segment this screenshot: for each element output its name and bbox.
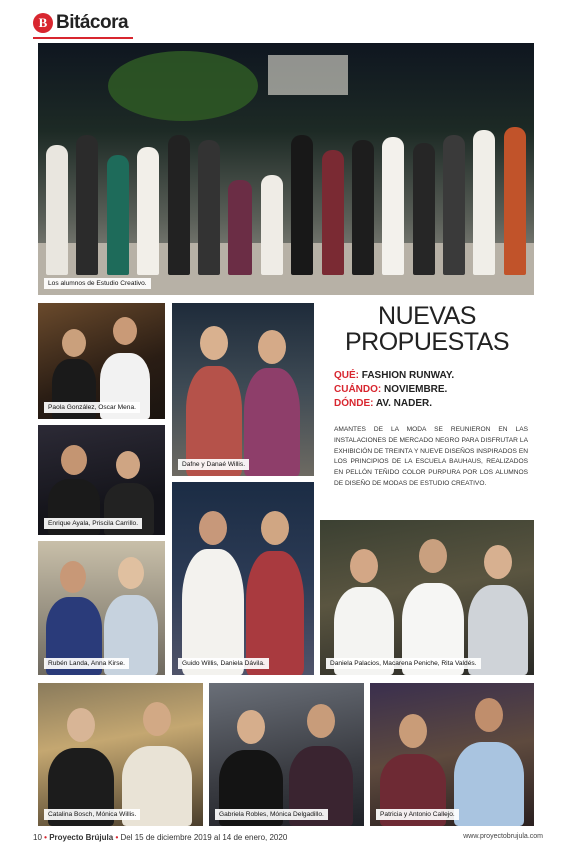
event-photo xyxy=(38,425,165,535)
event-photo xyxy=(38,683,203,826)
footer-left xyxy=(33,833,287,842)
photo-caption: Enrique Ayala, Priscila Carrillo. xyxy=(44,518,142,529)
photo-caption: Los alumnos de Estudio Creativo. xyxy=(44,278,151,289)
photo-caption: Gabriela Robles, Mónica Delgadillo. xyxy=(215,809,328,820)
section-title: Bitácora xyxy=(56,12,129,33)
group-photo xyxy=(38,43,534,295)
photo-caption: Rubén Landa, Anna Kirse. xyxy=(44,658,129,669)
bullet-icon: • xyxy=(115,833,119,842)
bullet-icon: • xyxy=(44,833,47,842)
photo-caption: Paola González, Oscar Mena. xyxy=(44,402,140,413)
page-number: 10 xyxy=(33,833,42,842)
fact-where: DÓNDE: AV. NADER. xyxy=(334,398,432,409)
photo-caption: Patricia y Antonio Callejo. xyxy=(376,809,459,820)
footer-url[interactable]: www.proyectobrujula.com xyxy=(463,833,543,840)
event-photo xyxy=(320,520,534,675)
event-photo xyxy=(38,303,165,419)
article xyxy=(322,303,532,515)
photo-caption: Catalina Bosch, Mónica Willis. xyxy=(44,809,140,820)
fact-what: QUÉ: FASHION RUNWAY. xyxy=(334,370,455,381)
headline: NUEVAS PROPUESTAS xyxy=(344,302,510,356)
photo-caption: Guido Willis, Daniela Dávila. xyxy=(178,658,269,669)
issue-dates: Del 15 de diciembre 2019 al 14 de enero, 2020 xyxy=(120,833,288,842)
event-photo xyxy=(370,683,534,826)
logo-icon: B xyxy=(33,13,53,33)
page-footer xyxy=(33,833,543,842)
masthead xyxy=(33,10,128,36)
event-photo xyxy=(172,303,314,476)
photo-caption: Dafne y Danaé Willis. xyxy=(178,459,249,470)
article-body: AMANTES DE LA MODA SE REUNIERON EN LAS INSTALACIONES DE MERCADO NEGRO PARA DISFRUTAR LA EXHIBICIÓN DE TREINTA Y NUEVE DISEÑOS INSPIRADOS EN LOS PRINCIPIOS DE LA ESCUELA BAUHAUS, REALIZADOS EN PELLÓN TEÑIDO COLOR PURPURA POR LOS ALUMNOS DE DISEÑO DE MODAS DE ESTUDIO CREATIVO. xyxy=(334,426,528,487)
event-facts xyxy=(334,369,532,411)
publication-name: Proyecto Brújula xyxy=(49,833,114,842)
event-photo xyxy=(172,482,314,675)
event-photo xyxy=(209,683,364,826)
event-photo xyxy=(38,541,165,675)
fact-when: CUÁNDO: NOVIEMBRE. xyxy=(334,384,448,395)
photo-caption: Daniela Palacios, Macarena Peniche, Rita Valdés. xyxy=(326,658,481,669)
header-rule xyxy=(33,37,133,39)
